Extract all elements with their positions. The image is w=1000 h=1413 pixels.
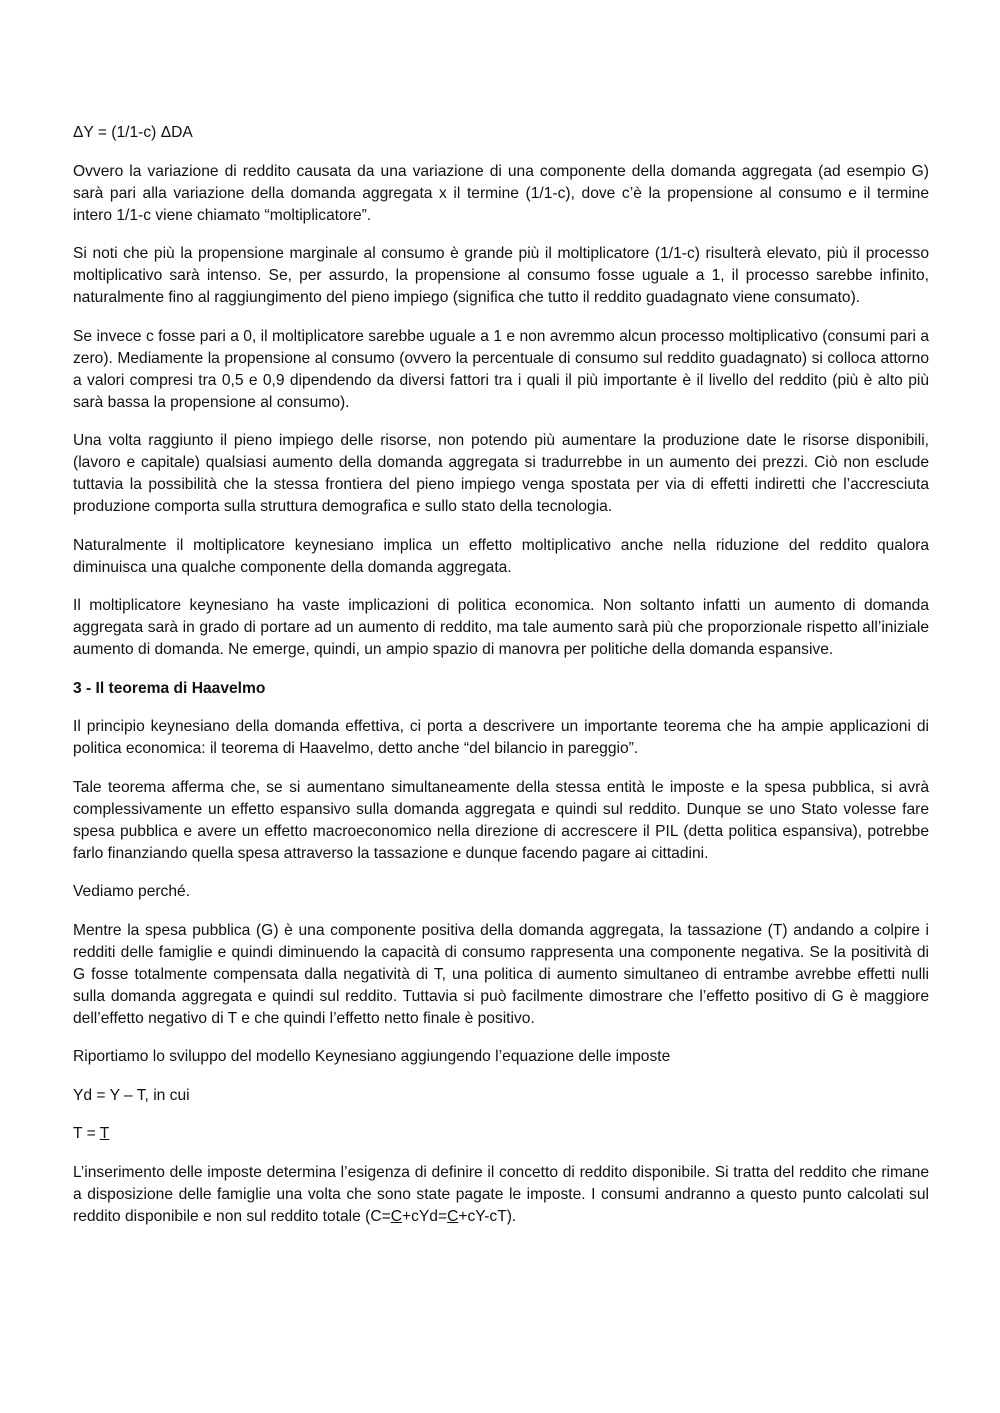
paragraph-g-vs-t: Mentre la spesa pubblica (G) è una componente positiva della domanda aggregata, la tassazione (T) andando a colpire i redditi delle famiglie e quindi diminuendo la capacità di consumo rappresenta una componente negativa. Se la positività di G fosse totalmente compensata dalla negatività di T, una politica di aumento simultaneo di entrambe avrebbe effetti nulli sulla domanda aggregata e quindi sul reddito. Tuttavia si può facilmente dimostrare che l’effetto positivo di G è maggiore dell’effetto negativo di T e che quindi l’effetto netto finale è positivo. xyxy=(73,921,929,1027)
paragraph-propensity-effect: Si noti che più la propensione marginale al consumo è grande più il moltiplicatore (1/1-c) risulterà elevato, più il processo moltiplicativo sarà intenso. Se, per assurdo, la propensione al consumo fosse uguale a 1, il processo sarebbe infinito, naturalmente fino al raggiungimento del pieno impiego (significa che tutto il reddito guadagnato viene consumato). xyxy=(73,245,929,306)
final-underlined-c2: C xyxy=(447,1207,459,1225)
final-text-middle: +cYd= xyxy=(401,1207,448,1225)
paragraph-disposable-income xyxy=(73,1162,929,1228)
final-underlined-c1: C xyxy=(390,1207,402,1225)
paragraph-policy-implications: Il moltiplicatore keynesiano ha vaste implicazioni di politica economica. Non soltanto infatti un aumento di domanda aggregata sarà in grado di portare ad un aumento di reddito, ma tale aumento sarà più che proporzionale rispetto all’iniziale aumento di domanda. Ne emerge, quindi, un ampio spazio di manovra per politiche della domanda espansive. xyxy=(73,597,929,658)
section-heading: 3 - Il teorema di Haavelmo xyxy=(73,679,266,697)
paragraph-multiplier-definition: Ovvero la variazione di reddito causata da una variazione di una componente della domanda aggregata (ad esempio G) sarà pari alla variazione della domanda aggregata x il termine (1/1-c), dove c’è la propensione al consumo e il termine intero 1/1-c viene chiamato “moltiplicatore”. xyxy=(73,162,929,224)
tax-formula-lhs: T = xyxy=(73,1125,100,1142)
paragraph-haavelmo-statement: Tale teorema afferma che, se si aumentano simultaneamente della stessa entità le imposte e la spesa pubblica, si avrà complessivamente un effetto espansivo sulla domanda aggregata e quindi sul reddito. Dunque se uno Stato volesse fare spesa pubblica e avere un effetto macroeconomico nella direzione di accrescere il PIL (detta politica espansiva), potrebbe farlo finanziando quella spesa attraverso la tassazione e dunque facendo pagare ai cittadini. xyxy=(73,778,929,862)
paragraph-reduction-effect: Naturalmente il moltiplicatore keynesiano implica un effetto moltiplicativo anche nella riduzione del reddito qualora diminuisca una qualche componente della domanda aggregata. xyxy=(73,536,929,576)
paragraph-vediamo: Vediamo perché. xyxy=(73,883,191,900)
final-text-after: +cY-cT). xyxy=(458,1207,517,1225)
paragraph-full-employment: Una volta raggiunto il pieno impiego delle risorse, non potendo più aumentare la produzione date le risorse disponibili, (lavoro e capitale) qualsiasi aumento della domanda aggregata si tradurrebbe in un aumento dei prezzi. Ciò non esclude tuttavia la possibilità che la stessa frontiera del pieno impiego venga spostata per via di effetti indiretti che l’accresciuta produzione comporta sulla struttura demografica e sullo stato della tecnologia. xyxy=(73,432,929,515)
paragraph-haavelmo-intro: Il principio keynesiano della domanda effettiva, ci porta a descrivere un importante teorema che ha ampie applicazioni di politica economica: il teorema di Haavelmo, detto anche “del bilancio in pareggio”. xyxy=(73,718,929,757)
document-page xyxy=(73,122,929,1244)
paragraph-model-development: Riportiamo lo sviluppo del modello Keynesiano aggiungendo l’equazione delle imposte xyxy=(73,1048,671,1065)
tax-formula xyxy=(73,1123,929,1145)
paragraph-propensity-values: Se invece c fosse pari a 0, il moltiplicatore sarebbe uguale a 1 e non avremmo alcun processo moltiplicativo (consumi pari a zero). Mediamente la propensione al consumo (ovvero la percentuale di consumo sul reddito guadagnato) si colloca attorno a valori compresi tra 0,5 e 0,9 dipendendo da diversi fattori tra i quali il più importante è il livello del reddito (più è alto più sarà bassa la propensione al consumo). xyxy=(73,327,929,411)
tax-formula-rhs: T xyxy=(99,1125,110,1142)
final-text-before: L’inserimento delle imposte determina l’esigenza di definire il concetto di reddito disponibile. Si tratta del reddito che rimane a disposizione delle famiglie una volta che sono state pagate le imposte. I consumi andranno a questo punto calcolati sul reddito disponibile e non sul reddito totale (C= xyxy=(73,1163,929,1225)
disposable-income-formula: Yd = Y – T, in cui xyxy=(73,1086,190,1104)
multiplier-formula: ΔY = (1/1-c) ΔDA xyxy=(73,124,193,141)
